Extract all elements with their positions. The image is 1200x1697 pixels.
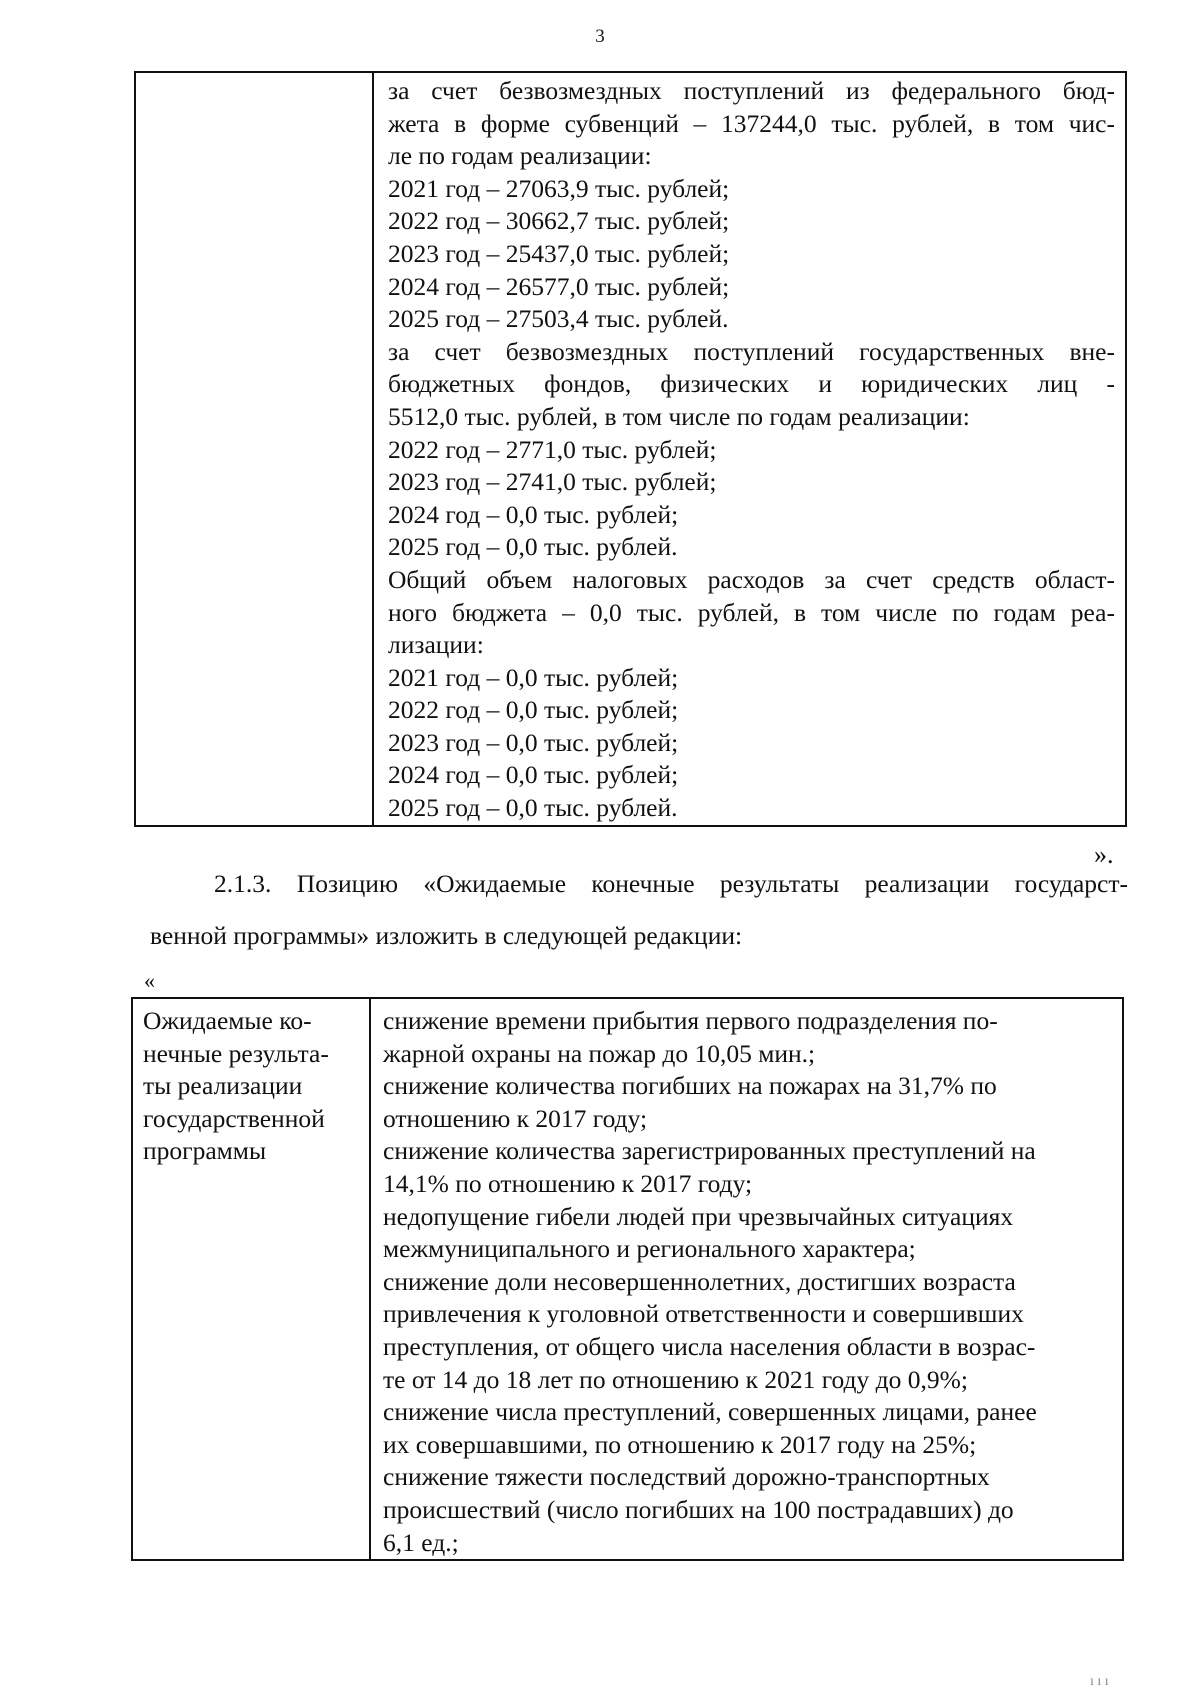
financing-line: 5512,0 тыс. рублей, в том числе по годам реализации: bbox=[388, 401, 970, 431]
financing-line: 2022 год – 2771,0 тыс. рублей; bbox=[388, 434, 717, 464]
expected-result-line: привлечения к уголовной ответственности и совершивших bbox=[383, 1299, 1024, 1329]
expected-result-line: снижение времени прибытия первого подразделения по- bbox=[383, 1006, 998, 1035]
position-title-line: Ожидаемые ко- bbox=[143, 1006, 312, 1035]
paragraph-line-1: 2.1.3. Позицию «Ожидаемые конечные результаты реализации государст- bbox=[214, 869, 1128, 898]
position-title-line: государственной bbox=[143, 1103, 325, 1133]
financing-line: 2023 год – 0,0 тыс. рублей; bbox=[388, 727, 679, 757]
financing-line: жета в форме субвенций – 137244,0 тыс. рублей, в том чис- bbox=[388, 108, 1115, 138]
financing-line: 2024 год – 0,0 тыс. рублей; bbox=[388, 760, 679, 790]
expected-result-line: снижение доли несовершеннолетних, достигших возраста bbox=[383, 1266, 1016, 1296]
position-title-line: нечные результа- bbox=[143, 1038, 329, 1068]
closing-quote: ». bbox=[1094, 840, 1114, 869]
financing-line: 2023 год – 2741,0 тыс. рублей; bbox=[388, 467, 717, 497]
expected-result-line: отношению к 2017 году; bbox=[383, 1103, 648, 1133]
position-title-cell bbox=[132, 998, 370, 1560]
expected-result-line: преступления, от общего числа населения области в возрас- bbox=[383, 1331, 1036, 1361]
financing-line: за счет безвозмездных поступлений из федерального бюд- bbox=[388, 76, 1115, 105]
expected-result-line: жарной охраны на пожар до 10,05 мин.; bbox=[383, 1038, 816, 1068]
financing-line: 2025 год – 0,0 тыс. рублей. bbox=[388, 793, 678, 823]
financing-line: 2024 год – 26577,0 тыс. рублей; bbox=[388, 271, 730, 301]
expected-result-line: снижение числа преступлений, совершенных лицами, ранее bbox=[383, 1397, 1037, 1427]
paragraph-line-2: венной программы» изложить в следующей редакции: bbox=[150, 921, 743, 950]
expected-result-line: снижение тяжести последствий дорожно-транспортных bbox=[383, 1462, 990, 1492]
financing-table bbox=[134, 71, 1127, 827]
financing-details-cell bbox=[373, 72, 1126, 826]
financing-line: 2023 год – 25437,0 тыс. рублей; bbox=[388, 238, 730, 268]
financing-line: 2021 год – 0,0 тыс. рублей; bbox=[388, 662, 679, 692]
expected-result-line: 6,1 ед.; bbox=[383, 1527, 459, 1557]
expected-result-line: 14,1% по отношению к 2017 году; bbox=[383, 1168, 753, 1198]
financing-line: 2025 год – 0,0 тыс. рублей. bbox=[388, 532, 678, 562]
financing-line: 2025 год – 27503,4 тыс. рублей. bbox=[388, 304, 729, 334]
table-cell-empty bbox=[135, 72, 373, 826]
expected-result-line: снижение количества погибших на пожарах на 31,7% по bbox=[383, 1071, 997, 1101]
financing-line: 2022 год – 30662,7 тыс. рублей; bbox=[388, 206, 730, 236]
financing-line: за счет безвозмездных поступлений государственных вне- bbox=[388, 336, 1115, 366]
financing-line: ного бюджета – 0,0 тыс. рублей, в том числе по годам реа- bbox=[388, 597, 1115, 627]
financing-line: Общий объем налоговых расходов за счет средств област- bbox=[388, 564, 1115, 594]
page-number: 3 bbox=[595, 26, 605, 47]
scan-mark: ı ı ı bbox=[1090, 1674, 1109, 1689]
expected-result-line: их совершавшими, по отношению к 2017 году на 25%; bbox=[383, 1429, 977, 1459]
expected-result-line: те от 14 до 18 лет по отношению к 2021 году до 0,9%; bbox=[383, 1364, 968, 1394]
position-title-line: ты реализации bbox=[143, 1071, 303, 1101]
opening-quote: « bbox=[144, 968, 155, 993]
financing-line: 2022 год – 0,0 тыс. рублей; bbox=[388, 695, 679, 725]
expected-result-line: происшествий (число погибших на 100 пострадавших) до bbox=[383, 1494, 1014, 1524]
table-row bbox=[135, 72, 1126, 826]
position-title-line: программы bbox=[143, 1136, 267, 1166]
expected-results-cell bbox=[370, 998, 1123, 1560]
table-row bbox=[132, 998, 1123, 1560]
expected-result-line: недопущение гибели людей при чрезвычайных ситуациях bbox=[383, 1201, 1014, 1231]
financing-line: лизации: bbox=[388, 630, 484, 660]
financing-line: ле по годам реализации: bbox=[388, 141, 652, 171]
expected-results-table bbox=[131, 997, 1124, 1561]
financing-line: 2021 год – 27063,9 тыс. рублей; bbox=[388, 173, 730, 203]
expected-result-line: межмуниципального и регионального характера; bbox=[383, 1234, 916, 1264]
expected-result-line: снижение количества зарегистрированных преступлений на bbox=[383, 1136, 1036, 1166]
financing-line: бюджетных фондов, физических и юридических лиц - bbox=[388, 369, 1115, 399]
financing-line: 2024 год – 0,0 тыс. рублей; bbox=[388, 499, 679, 529]
